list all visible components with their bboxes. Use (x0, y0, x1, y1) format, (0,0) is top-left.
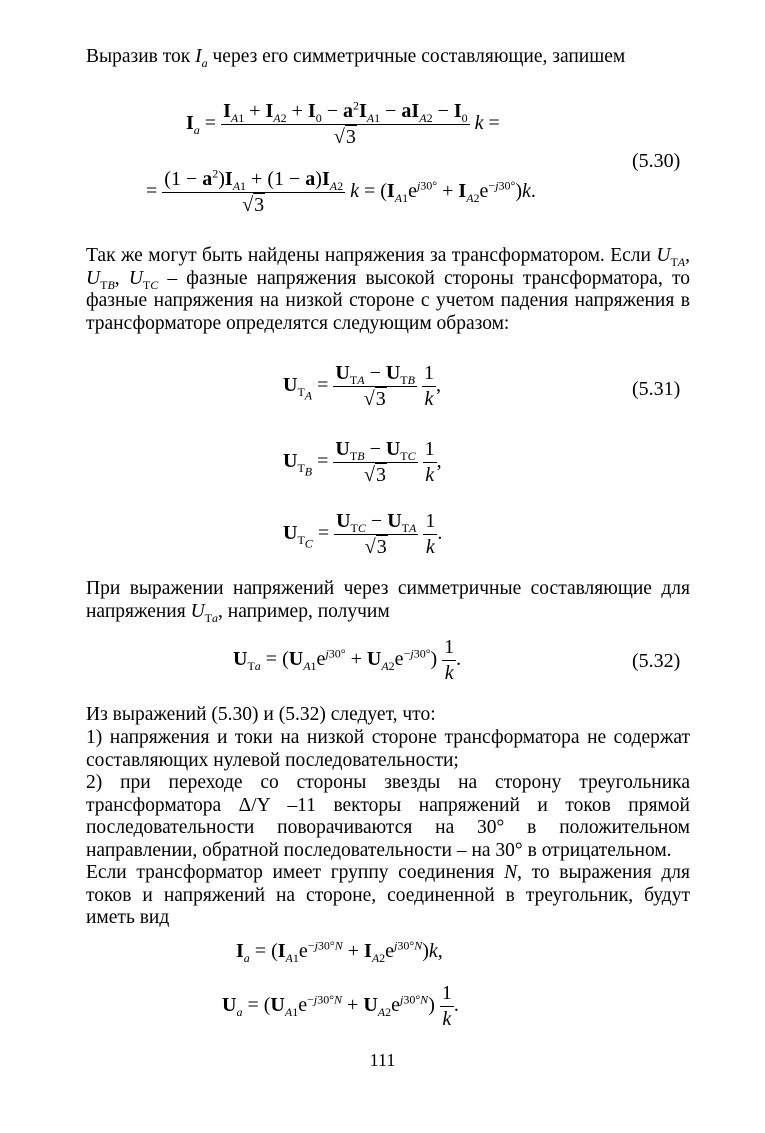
para1-text: Выразив ток $I_a$ через его симметричные составляющие, запишем (86, 46, 626, 70)
paragraph-intro (86, 46, 690, 69)
equation-5-32: $U_{Ta} = (U_{A1}e^{j30^\circ} + U_{A2}e^{-j30^\circ})$ $\frac{1}{k}$ . (233, 636, 462, 684)
paragraph-item-2: 2) при переходе со стороны звезды на сторону треугольника трансформатора Δ/Y –11 векторы напряжений и токов прямой последовательности поворачиваются на 30° в положительном направлении, обратной последовательности – на 30° в отрицательном. (86, 772, 690, 861)
equation-number-5-30: (5.30) (632, 150, 681, 172)
equation-number-5-31: (5.31) (632, 378, 681, 400)
page-number: 111 (369, 1050, 396, 1070)
equation-5-31-uc: $U_{T_C}$ = $\frac{U_{TC} - U_{TA}}{√3}$ $\frac{1}{k}$ . (283, 510, 443, 558)
para4-text: Из выражений (5.30) и (5.32) следует, что: (86, 704, 436, 725)
paragraph-group-n: Если трансформатор имеет группу соединения N, то выражения для токов и напряжений на стороне, соединенной в треугольник, будут иметь вид (86, 862, 690, 929)
para5-text: 1) напряжения и токи на низкой стороне трансформатора не содержат составляющих нулевой последовательности; (86, 727, 690, 771)
equation-ua-group-n: $U_a = (U_{A1}e^{-j30^\circ N} + U_{A2}e^{j30^\circ N})$ $\frac{1}{k}$ . (222, 982, 459, 1030)
equation-5-31-ua: $U_{T_A}$ = $\frac{U_{TA} - U_{TB}}{√3}$ $\frac{1}{k}$ , (283, 362, 441, 410)
equation-5-30-line1: $I_a$ = $\frac{I_{A1} + I_{A2} + I_0 - a^2I_{A1} - aI_{A2} - I_0}{√3}$ k = (186, 98, 500, 148)
paragraph-item-1 (86, 727, 690, 772)
equation-ia-group-n: $I_a = (I_{A1}e^{-j30^\circ N} + I_{A2}e^{j30^\circ N})k$, (236, 938, 443, 965)
equation-number-5-32: (5.32) (632, 650, 681, 672)
paragraph-symmetric-components: При выражении напряжений через симметричные составляющие для напряжения $U_{Ta}$, например, получим (86, 578, 690, 625)
paragraph-conclusion-intro (86, 704, 690, 727)
paragraph-transformer-voltages: Так же могут быть найдены напряжения за трансформатором. Если $U_{TA}$, $U_{TB}$, $U_{TC}$ – фазные напряжения высокой стороны трансформатора, то фазные напряжения на низкой стороне с учетом падения напряжения в трансформаторе определятся следующим образом: (86, 245, 691, 334)
equation-5-31-ub: $U_{T_B}$ = $\frac{U_{TB} - U_{TC}}{√3}$ $\frac{1}{k}$ , (283, 438, 442, 486)
equation-5-30-line2: = $\frac{(1 - a^2)I_{A1} + (1 - a)I_{A2}}{√3}$ $k = (I_{A1}e^{j30^\circ} + I_{A2}e^{-j30^\circ})k$. (146, 166, 536, 216)
